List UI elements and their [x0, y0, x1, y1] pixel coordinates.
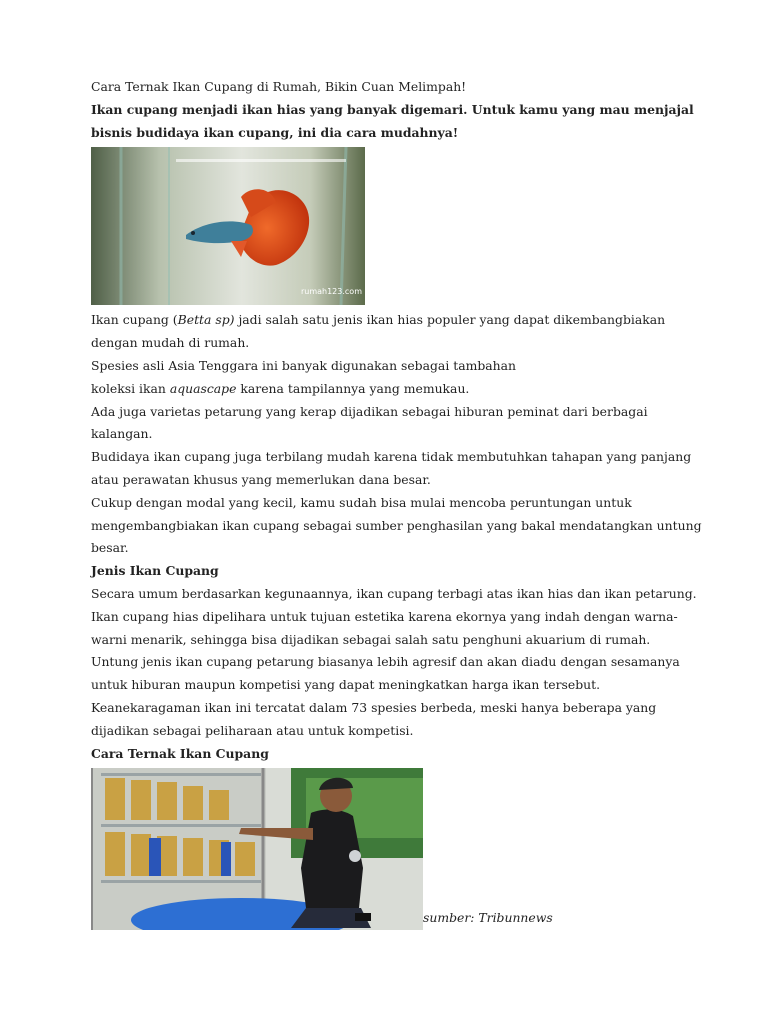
image-watermark: rumah123.com [300, 286, 362, 296]
image-caption: sumber: Tribunnews [423, 910, 553, 926]
paragraph-2-line-2 [91, 378, 681, 401]
paragraph-3-line-1: Ada juga varietas petarung yang kerap dijadikan sebagai hiburan peminat dari berbagai [91, 403, 648, 419]
betta-fish-photo [91, 147, 365, 305]
heading-cara: Cara Ternak Ikan Cupang [91, 745, 269, 761]
breeder-illustration [91, 768, 423, 930]
paragraph-2-line-1: Spesies asli Asia Tenggara ini banyak digunakan sebagai tambahan [91, 357, 517, 373]
paragraph-9-line-1: Keanekaragaman ikan ini tercatat dalam 73 spesies berbeda, meski hanya beberapa yang [91, 699, 657, 715]
paragraph-8-line-1: Untung jenis ikan cupang petarung biasanya lebih agresif dan akan diadu dengan sesamanya [91, 654, 680, 670]
photo-with-caption [91, 768, 681, 930]
p1-text-b: jadi salah satu jenis ikan hias populer yang dapat dikembangbiakan [234, 312, 666, 328]
paragraph-1-line-1 [91, 309, 681, 332]
lead-line-2: bisnis budidaya ikan cupang, ini dia cara mudahnya! [91, 124, 459, 140]
paragraph-5-line-3: besar. [91, 540, 129, 556]
heading-jenis: Jenis Ikan Cupang [91, 563, 219, 579]
article-title: Cara Ternak Ikan Cupang di Rumah, Bikin Cuan Melimpah! [91, 79, 467, 94]
paragraph-9-line-2: dijadikan sebagai peliharaan atau untuk kompetisi. [91, 722, 414, 738]
p2-text-b: karena tampilannya yang memukau. [236, 380, 470, 396]
lead-line-1: Ikan cupang menjadi ikan hias yang banyak digemari. Untuk kamu yang mau menjajal [91, 101, 694, 117]
paragraph-4-line-2: atau perawatan khusus yang memerlukan dana besar. [91, 471, 431, 487]
p2-italic: aquascape [169, 380, 237, 396]
document-body [91, 76, 702, 930]
paragraph-7-line-1: Ikan cupang hias dipelihara untuk tujuan estetika karena ekornya yang indah dengan warna- [91, 608, 678, 624]
breeder-photo [91, 768, 423, 930]
paragraph-7-line-2: warni menarik, sehingga bisa dijadikan sebagai salah satu penghuni akuarium di rumah. [91, 631, 651, 647]
paragraph-1-line-2: dengan mudah di rumah. [91, 335, 250, 351]
paragraph-8-line-2: untuk hiburan maupun kompetisi yang dapat meningkatkan harga ikan tersebut. [91, 677, 601, 693]
paragraph-3-line-2: kalangan. [91, 426, 153, 442]
paragraph-5-line-1: Cukup dengan modal yang kecil, kamu sudah bisa mulai mencoba peruntungan untuk [91, 494, 632, 510]
p2-text-a: koleksi ikan [91, 380, 170, 396]
p1-text-a: Ikan cupang ( [91, 312, 178, 328]
paragraph-6-line-1: Secara umum berdasarkan kegunaannya, ikan cupang terbagi atas ikan hias dan ikan petarung. [91, 585, 697, 601]
p1-italic: Betta sp) [177, 312, 235, 328]
paragraph-5-line-2: mengembangbiakan ikan cupang sebagai sumber penghasilan yang bakal mendatangkan untung [91, 517, 702, 533]
paragraph-4-line-1: Budidaya ikan cupang juga terbilang mudah karena tidak membutuhkan tahapan yang panjang [91, 449, 692, 465]
